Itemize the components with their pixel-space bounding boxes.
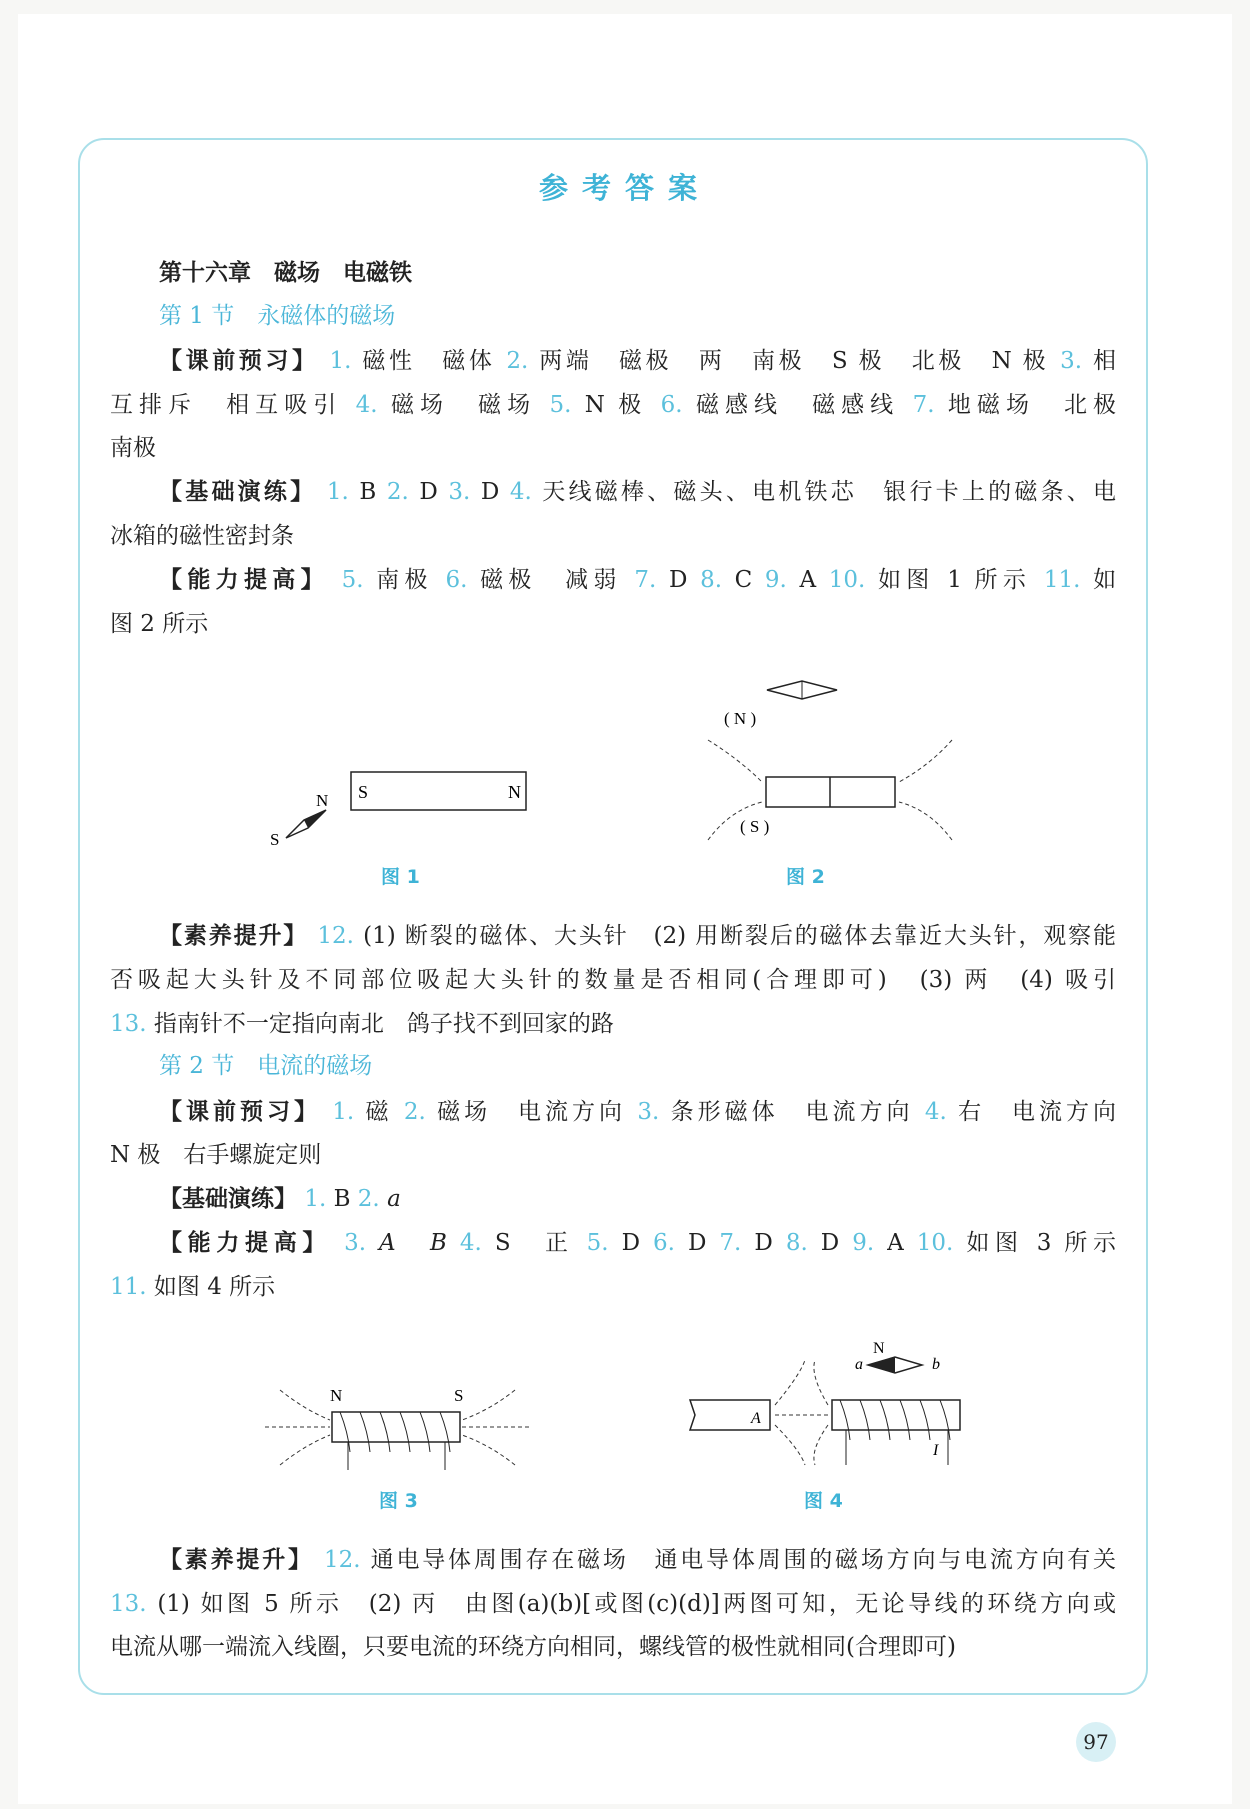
answer-text: 磁极 减弱 (480, 567, 622, 593)
figure-1-caption: 图 1 (381, 866, 420, 888)
text-line (110, 965, 1116, 995)
answer-text: 磁场 电流方向 (437, 1099, 627, 1125)
compass-needle-north (304, 810, 326, 828)
needle-b-label: b (932, 1356, 940, 1373)
text-line (159, 301, 1116, 331)
text-line (159, 1228, 1116, 1258)
item-number: 7. (912, 392, 948, 418)
item-number: 11. (1043, 567, 1094, 593)
needle-n-label: N (316, 791, 329, 810)
answer-text: 磁性 磁体 (362, 348, 496, 374)
item-number: 1. (329, 348, 363, 374)
answer-text: N 极 (584, 392, 648, 418)
pole-label-bottom: ( S ) (740, 817, 770, 836)
answer-text: 电流从哪一端流入线圈，只要电流的环绕方向相同，螺线管的极性就相同(合理即可) (110, 1634, 956, 1660)
item-number: 13. (110, 1011, 154, 1037)
text-line (110, 1009, 1116, 1039)
section-label: 【课前预习】 (159, 348, 319, 374)
answer-text: 天线磁棒、磁头、电机铁芯 银行卡上的磁条、电 (542, 479, 1117, 505)
needle-s-label: S (270, 830, 280, 849)
answer-text: 南极 (376, 567, 433, 593)
text-line (159, 258, 1116, 288)
answer-text: D (754, 1230, 773, 1256)
bar-magnet (351, 772, 526, 810)
section-heading: 第 2 节 电流的磁场 (159, 1053, 373, 1079)
item-number: 6. (445, 567, 481, 593)
text-line (110, 1632, 1116, 1662)
answer-text: (1) 断裂的磁体、大头针 (2) 用断裂后的磁体去靠近大头针，观察能 (363, 923, 1117, 949)
answer-text: D (621, 1230, 641, 1256)
text-line (159, 1097, 1116, 1127)
answer-text: D (668, 567, 688, 593)
magnet-n-label: N (508, 782, 521, 802)
figure-3-diagram (260, 1375, 540, 1485)
text-line (110, 1140, 1116, 1170)
item-number: 3. (637, 1099, 671, 1125)
item-number: 12. (323, 1547, 371, 1573)
item-number: 9. (764, 567, 800, 593)
item-number: 11. (110, 1274, 154, 1300)
answer-text: D (480, 479, 500, 505)
item-number: 3. (1060, 348, 1094, 374)
figure-2-diagram (700, 670, 970, 850)
answer-text: N 极 右手螺旋定则 (110, 1142, 322, 1168)
item-number: 2. (357, 1186, 388, 1212)
answer-text: B (359, 479, 377, 505)
magnet-a-label: A (751, 1410, 761, 1427)
solenoid (332, 1412, 460, 1442)
text-line (159, 921, 1116, 951)
item-number: 4. (924, 1099, 959, 1125)
answer-text: 地磁场 北极 (947, 392, 1117, 418)
answer-text: 南极 (110, 435, 156, 461)
answer-text: 通电导体周围存在磁场 通电导体周围的磁场方向与电流方向有关 (370, 1547, 1117, 1573)
item-number: 7. (634, 567, 669, 593)
item-number: 3. (344, 1230, 380, 1256)
section-label: 【基础演练】 (159, 1186, 297, 1212)
answer-text: 两端 磁极 两 南极 S 极 北极 N 极 (539, 348, 1050, 374)
item-number: 1. (332, 1099, 366, 1125)
item-number: 3. (448, 479, 481, 505)
text-line (110, 433, 1116, 463)
item-number: 7. (719, 1230, 755, 1256)
answer-text: a (387, 1186, 401, 1212)
answer-text: 如 (1093, 567, 1117, 593)
item-number: 1. (304, 1186, 334, 1212)
section-label: 【能力提高】 (159, 1230, 332, 1256)
answer-text: (1) 如图 5 所示 (2) 丙 由图(a)(b)[或图(c)(d)]两图可知，无论导线的环绕方向或 (157, 1591, 1117, 1617)
text-line (110, 1272, 1116, 1302)
answer-text: 否吸起大头针及不同部位吸起大头针的数量是否相同(合理即可) (3) 两 (4) 吸引 (110, 967, 1116, 993)
item-number: 8. (785, 1230, 821, 1256)
item-number: 5. (549, 392, 585, 418)
figure-3-caption: 图 3 (379, 1490, 418, 1512)
page-title: 参考答案 (538, 171, 711, 205)
item-number: 2. (386, 479, 420, 505)
answer-text: 磁场 磁场 (390, 392, 537, 418)
item-number: 13. (110, 1591, 158, 1617)
figure-4-caption: 图 4 (804, 1490, 843, 1512)
item-number: 4. (509, 479, 543, 505)
section-heading: 第 1 节 永磁体的磁场 (159, 303, 396, 329)
figure-2-caption: 图 2 (786, 866, 825, 888)
section-label: 【基础演练】 (159, 479, 317, 505)
field-lines (265, 1390, 530, 1465)
text-line (110, 390, 1116, 420)
text-line (159, 1051, 1116, 1081)
answer-text: 指南针不一定指向南北 鸽子找不到回家的路 (153, 1011, 614, 1037)
item-number: 4. (459, 1230, 495, 1256)
field-lines (775, 1360, 828, 1465)
needle-a-label: a (855, 1356, 863, 1373)
item-number: 2. (403, 1099, 438, 1125)
answer-text: 磁感线 磁感线 (695, 392, 900, 418)
answer-text: 图 2 所示 (110, 611, 209, 637)
answer-text: 相 (1093, 348, 1117, 374)
item-number: 6. (660, 392, 696, 418)
pole-label-top: ( N ) (724, 709, 757, 728)
current-label: I (933, 1442, 939, 1459)
answer-text: 如图 3 所示 (966, 1230, 1116, 1256)
text-line (159, 1184, 1116, 1214)
item-number: 6. (653, 1230, 688, 1256)
item-number: 4. (355, 392, 391, 418)
item-number: 10. (916, 1230, 967, 1256)
item-number: 5. (586, 1230, 622, 1256)
solenoid (832, 1400, 960, 1430)
answer-text: A B (379, 1230, 447, 1256)
solenoid-n-label: N (330, 1386, 343, 1405)
item-number: 8. (700, 567, 735, 593)
answer-text: S 正 (494, 1230, 574, 1256)
section-label: 【课前预习】 (159, 1099, 321, 1125)
figure-4-diagram (680, 1335, 980, 1475)
solenoid-s-label: S (454, 1386, 464, 1405)
answer-text: D (687, 1230, 707, 1256)
item-number: 12. (317, 923, 364, 949)
text-line (159, 477, 1116, 507)
text-line (110, 609, 1116, 639)
text-line (110, 521, 1116, 551)
answer-text: 冰箱的磁性密封条 (110, 523, 294, 549)
section-label: 【素养提升】 (159, 923, 309, 949)
answer-text: A (799, 567, 817, 593)
needle-n-label: N (873, 1340, 885, 1357)
section-label: 【能力提高】 (159, 567, 329, 593)
item-number: 10. (828, 567, 878, 593)
figure-1-diagram (260, 750, 560, 860)
answer-text: D (820, 1230, 840, 1256)
answer-text: 右 电流方向 (958, 1099, 1117, 1125)
page-number: 97 (1076, 1722, 1116, 1762)
text-line (159, 565, 1116, 595)
chapter-heading: 第十六章 磁场 电磁铁 (159, 260, 412, 286)
item-number: 9. (852, 1230, 888, 1256)
coil-windings (340, 1412, 450, 1452)
answer-text: C (734, 567, 753, 593)
item-number: 5. (341, 567, 377, 593)
answer-text: 互排斥 相互吸引 (110, 392, 343, 418)
answer-text: A (887, 1230, 904, 1256)
text-line (159, 1545, 1116, 1575)
answer-text: 如图 1 所示 (877, 567, 1032, 593)
section-label: 【素养提升】 (159, 1547, 314, 1573)
item-number: 2. (506, 348, 540, 374)
answer-text: 条形磁体 电流方向 (670, 1099, 914, 1125)
answer-text: D (419, 479, 438, 505)
item-number: 1. (326, 479, 360, 505)
text-line (159, 346, 1116, 376)
answer-text: 磁 (365, 1099, 393, 1125)
magnet-s-label: S (358, 782, 369, 802)
text-line (110, 1589, 1116, 1619)
answer-text: B (333, 1186, 351, 1212)
answer-text: 如图 4 所示 (153, 1274, 276, 1300)
